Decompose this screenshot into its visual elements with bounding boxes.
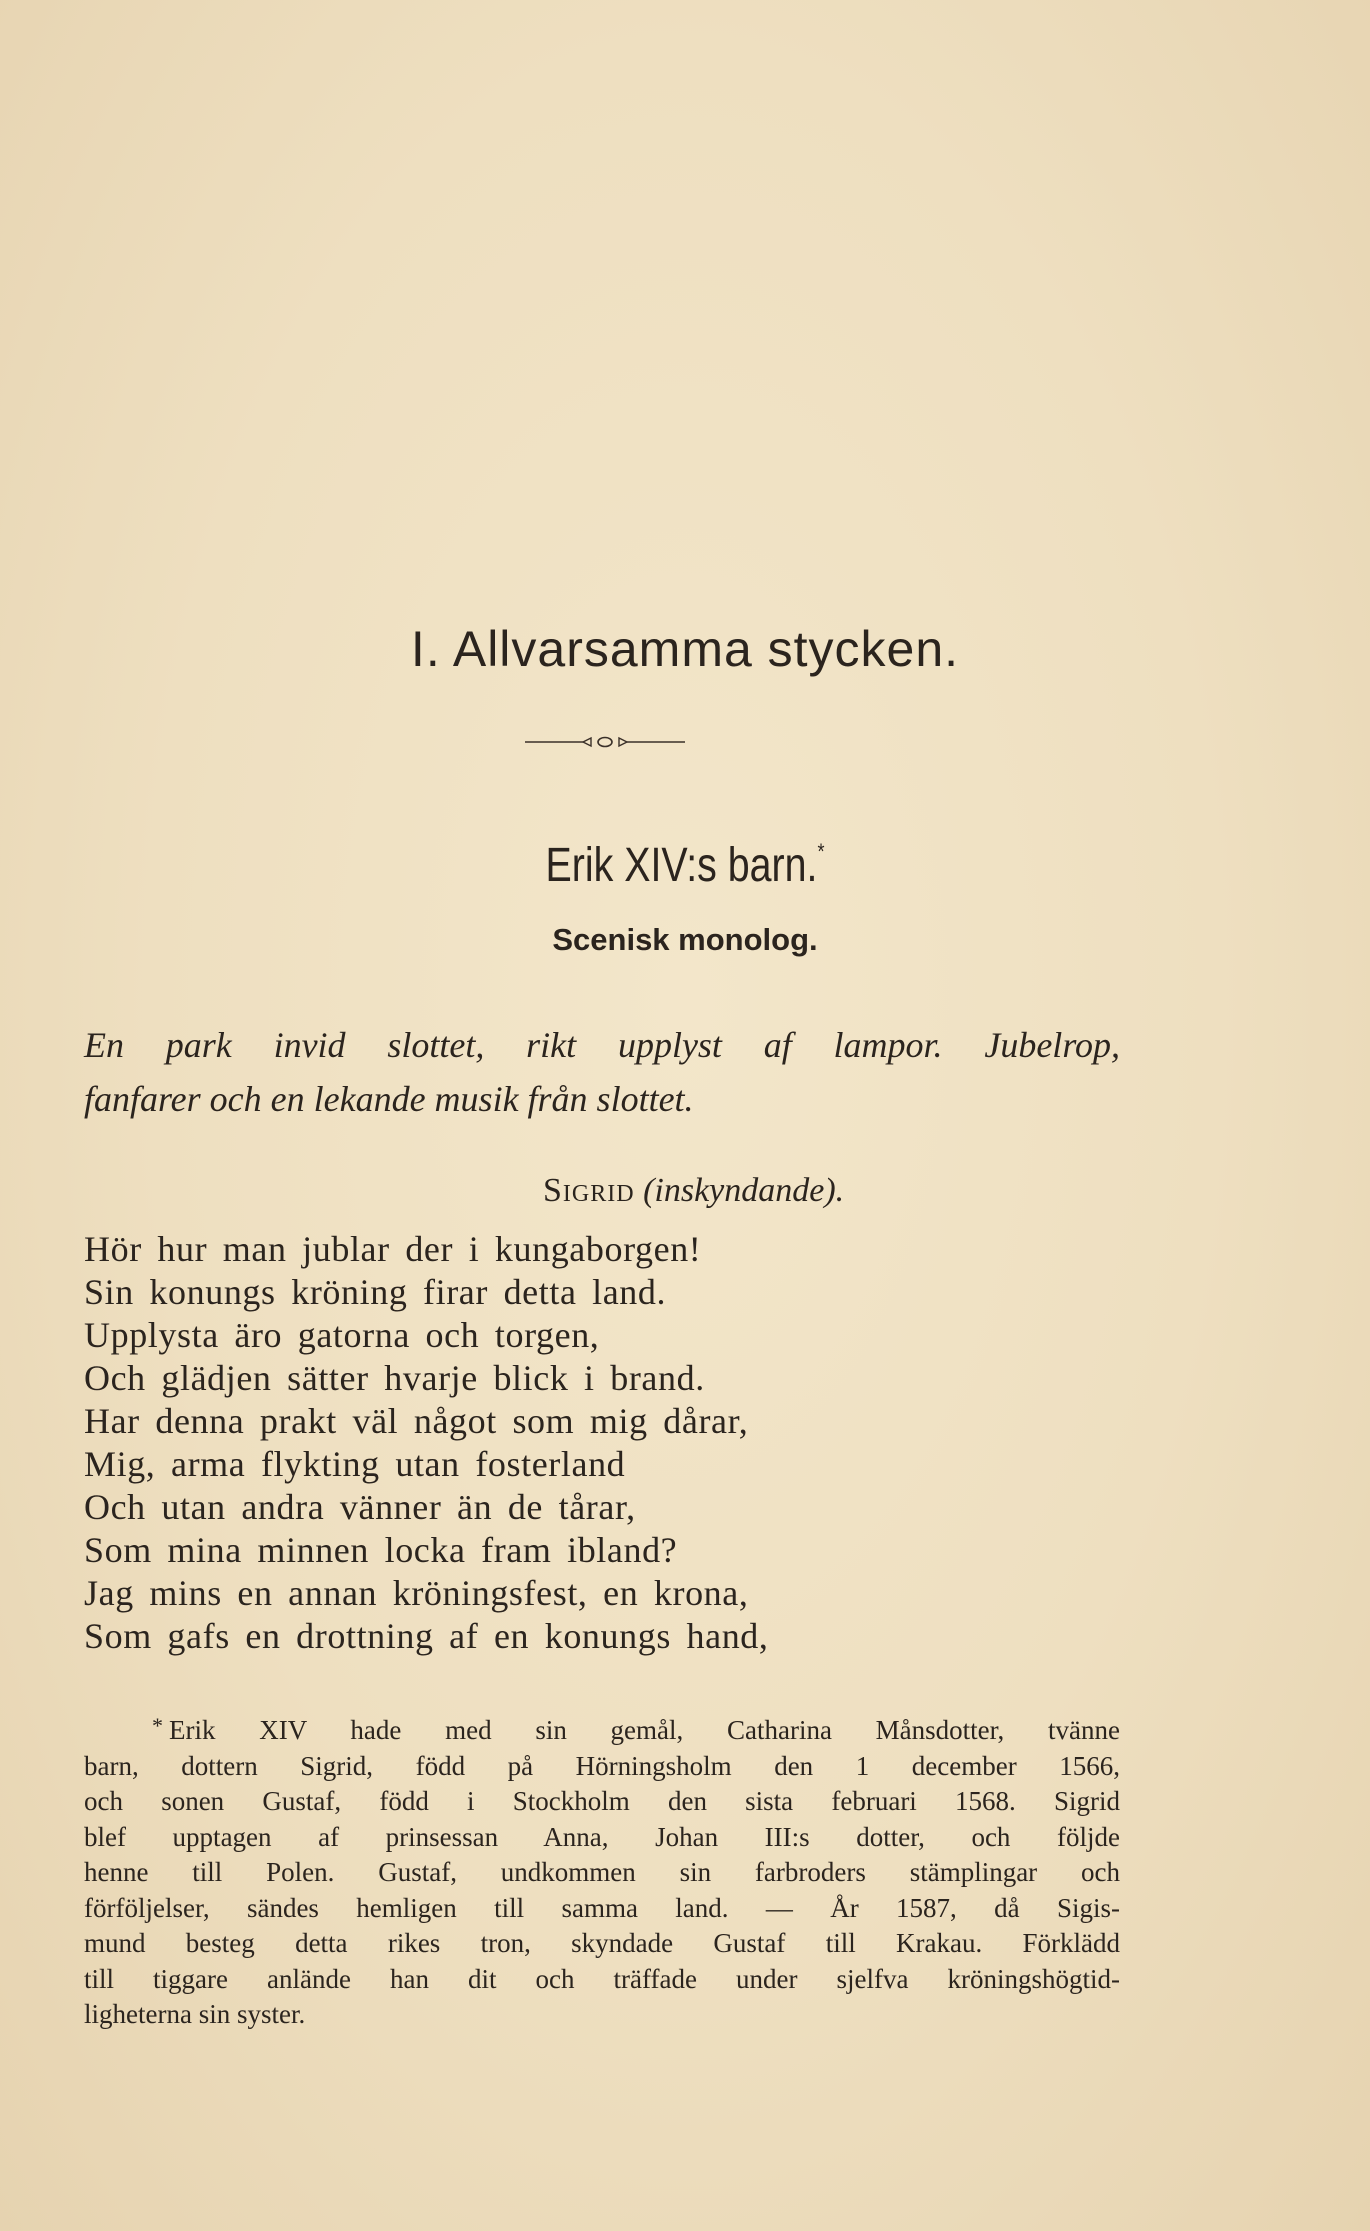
stage-direction-line: En park invid slottet, rikt upplyst af lampor. Jubelrop, (84, 1025, 1120, 1065)
ornament-divider (525, 733, 685, 751)
verse-line: Och utan andra vänner än de tårar, (84, 1487, 636, 1527)
footnote-line: henne till Polen. Gustaf, undkommen sin farbroders stämplingar och (84, 1857, 1120, 1887)
footnote-line: mund besteg detta rikes tron, skyndade Gustaf till Krakau. Förklädd (84, 1928, 1120, 1958)
footnote-text: Erik XIV hade med sin gemål, Catharina Månsdotter, tvänne (169, 1715, 1120, 1745)
footnote-line: till tiggare anlände han dit och träffade under sjelfva kröningshögtid- (84, 1963, 1120, 1994)
footnote-line: och sonen Gustaf, född i Stockholm den sista februari 1568. Sigrid (84, 1786, 1120, 1816)
footnote-line (84, 1708, 1120, 1749)
footnote-marker: * (152, 1713, 163, 1738)
footnote-line: blef upptagen af prinsessan Anna, Johan III:s dotter, och följde (84, 1821, 1120, 1852)
verse-line: Hör hur man jublar der i kungaborgen! (84, 1229, 702, 1269)
footnote-line: barn, dottern Sigrid, född på Hörningsholm den 1 december 1566, (84, 1750, 1120, 1781)
stage-direction (84, 1018, 1120, 1126)
speaker-direction: (inskyndande). (643, 1172, 845, 1209)
footnote-reference: * (817, 839, 825, 864)
verse-line: Har denna prakt väl något som mig dårar, (84, 1401, 749, 1441)
footnote (84, 1708, 1120, 2033)
verse-block (84, 1228, 864, 1658)
poem-title (123, 838, 1246, 893)
footnote-line: ligheterna sin syster. (84, 1999, 306, 2029)
verse-line: Jag mins en annan kröningsfest, en krona, (84, 1573, 749, 1613)
section-title: I. Allvarsamma stycken. (410, 621, 960, 677)
speaker-name: Sigrid (543, 1172, 635, 1209)
stage-direction-line: fanfarer och en lekande musik från slottet. (84, 1079, 694, 1119)
verse-line: Sin konungs kröning firar detta land. (84, 1272, 667, 1312)
speaker-heading (543, 1172, 844, 1210)
verse-line: Och glädjen sätter hvarje blick i brand. (84, 1358, 705, 1398)
poem-subtitle: Scenisk monolog. (552, 922, 818, 957)
verse-line: Som gafs en drottning af en konungs hand, (84, 1616, 769, 1656)
verse-line: Upplysta äro gatorna och torgen, (84, 1315, 600, 1355)
footnote-line: förföljelser, sändes hemligen till samma land. — År 1587, då Sigis- (84, 1892, 1120, 1923)
poem-title-text: Erik XIV:s barn. (545, 839, 818, 892)
verse-line: Mig, arma flykting utan fosterland (84, 1444, 626, 1484)
verse-line: Som mina minnen locka fram ibland? (84, 1530, 678, 1570)
